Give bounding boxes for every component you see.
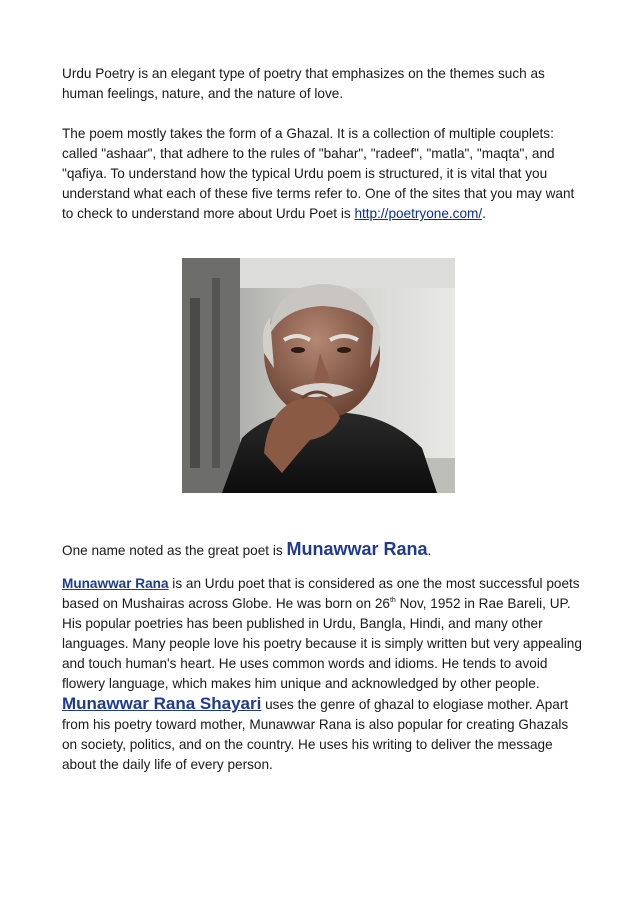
biography-paragraph bbox=[62, 574, 582, 775]
intro-text: Urdu Poetry is an elegant type of poetry that emphasizes on the themes such as human feelings, nature, and the nature of love. bbox=[62, 66, 545, 101]
poet-intro-text: One name noted as the great poet is bbox=[62, 543, 287, 558]
poet-name-heading: Munawwar Rana bbox=[286, 539, 428, 559]
ordinal-suffix: th bbox=[389, 597, 396, 604]
poet-intro-end: . bbox=[427, 543, 432, 558]
poet-intro-paragraph bbox=[62, 539, 582, 561]
ghazal-text: The poem mostly takes the form of a Ghazal. It is a collection of multiple couplets: called "ashaar", that adhere to the rules of "bahar", "radeef", "matla", "maqta", and "qafiya. To understand how the typical Urdu poem is structured, it is vital that you understand what each of these five terms refer to. One of the sites that you may want to check to understand more about Urdu Poet is bbox=[62, 126, 575, 221]
bio-text-b: Nov, 1952 in Rae Bareli, UP. His popular poetries has been published in Urdu, Bangla, Hindi, and many other languages. Many people love his poetry because it is simply written but very appealing and touch human's heart. He uses common words and idioms. He tends to avoid flowery language, which makes him unique and acknowledged by other people. bbox=[62, 596, 582, 691]
intro-paragraph bbox=[62, 64, 582, 104]
bio-text-a: is an Urdu poet that is considered as one the most successful poets based on Mushairas across Globe. He was born on 26 bbox=[62, 576, 580, 611]
shayari-link[interactable]: Munawwar Rana Shayari bbox=[62, 694, 262, 713]
poet-photo bbox=[182, 258, 455, 493]
ghazal-end: . bbox=[482, 206, 486, 221]
ghazal-paragraph bbox=[62, 124, 582, 224]
poetryone-link[interactable]: http://poetryone.com/ bbox=[354, 206, 483, 221]
bio-text-c: uses the genre of ghazal to elogiase mother. Apart from his poetry toward mother, Munawwar Rana is also popular for creating Ghazals on society, politics, and on the country. He uses his writing to deliver the message about the daily life of every person. bbox=[62, 697, 569, 772]
poet-name-link[interactable]: Munawwar Rana bbox=[62, 576, 169, 591]
